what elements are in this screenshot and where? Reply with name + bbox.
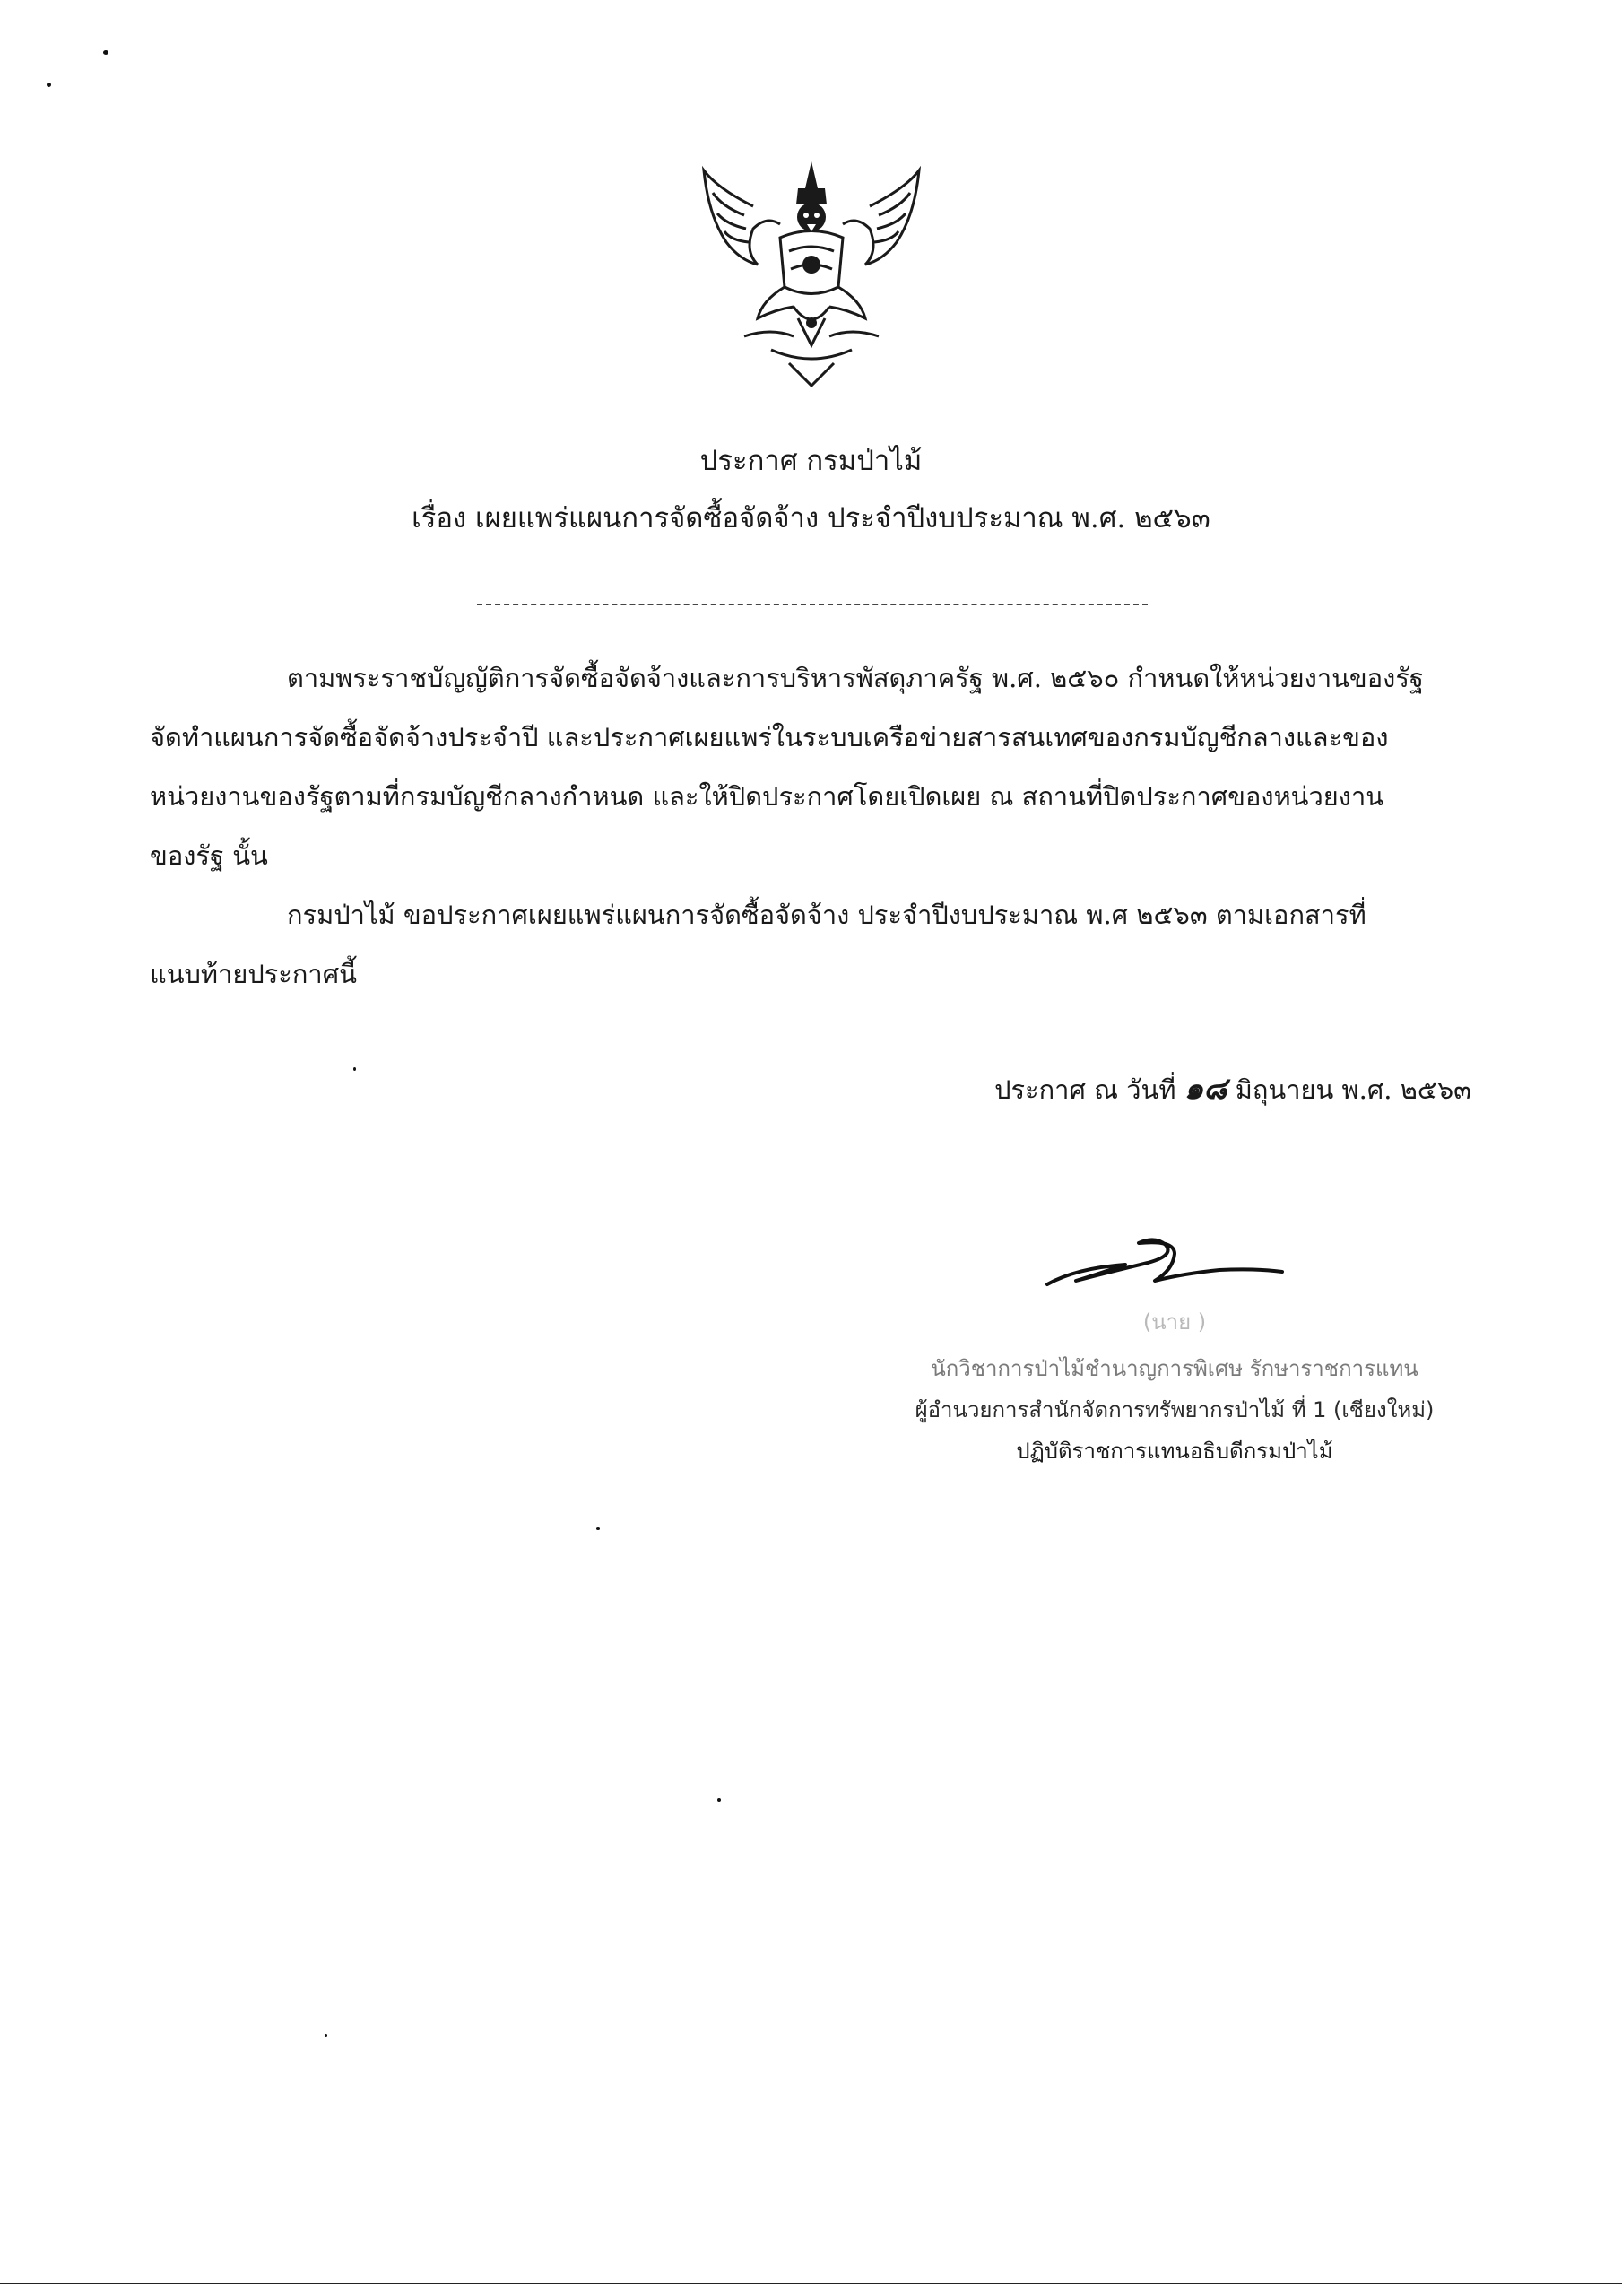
scan-speck — [103, 50, 108, 55]
scan-speck — [325, 2034, 327, 2037]
signer-position-3: ปฏิบัติราชการแทนอธิบดีกรมป่าไม้ — [1016, 1439, 1333, 1464]
scan-speck — [717, 1798, 721, 1802]
scan-speck — [596, 1527, 600, 1530]
date-suffix: มิถุนายน พ.ศ. ๒๕๖๓ — [1235, 1074, 1471, 1105]
signer-name: (นาย ) — [1142, 1309, 1207, 1335]
scan-speck — [47, 83, 51, 87]
body-paragraph-line: หน่วยงานของรัฐตามที่กรมบัญชีกลางกำหนด และให้ปิดประกาศโดยเปิดเผย ณ สถานที่ปิดประกาศของหน่วยงาน — [150, 781, 1384, 812]
body-paragraph-line: กรมป่าไม้ ขอประกาศเผยแพร่แผนการจัดซื้อจัดจ้าง ประจำปีงบประมาณ พ.ศ ๒๕๖๓ ตามเอกสารที่ — [287, 900, 1366, 930]
body-paragraph-line: จัดทำแผนการจัดซื้อจัดจ้างประจำปี และประกาศเผยแพร่ในระบบเครือข่ายสารสนเทศของกรมบัญชีกลางและของ — [150, 722, 1389, 752]
page-bottom-edge — [0, 2283, 1622, 2284]
header-divider — [477, 604, 1148, 605]
announcement-date — [994, 1071, 1471, 1108]
signer-position-2: ผู้อำนวยการสำนักจัดการทรัพยากรป่าไม้ ที่ 1 (เชียงใหม่) — [915, 1397, 1435, 1422]
body-paragraph-line: ตามพระราชบัญญัติการจัดซื้อจัดจ้างและการบริหารพัสดุภาครัฐ พ.ศ. ๒๕๖๐ กำหนดให้หน่วยงานของรัฐ — [287, 663, 1424, 693]
date-prefix: ประกาศ ณ วันที่ — [994, 1074, 1176, 1105]
garuda-emblem-icon — [690, 152, 932, 395]
signer-position-1: นักวิชาการป่าไม้ชำนาญการพิเศษ รักษาราชการแทน — [931, 1356, 1418, 1381]
scan-speck — [353, 1067, 356, 1071]
body-paragraph-line: แนบท้ายประกาศนี้ — [150, 959, 357, 989]
handwritten-signature — [1040, 1229, 1291, 1300]
date-day-handwritten: ๑๘ — [1184, 1071, 1227, 1107]
announcement-subject: เรื่อง เผยแพร่แผนการจัดซื้อจัดจ้าง ประจำปีงบประมาณ พ.ศ. ๒๕๖๓ — [412, 502, 1210, 535]
announcement-title: ประกาศ กรมป่าไม้ — [699, 445, 923, 477]
body-paragraph-line: ของรัฐ นั้น — [150, 840, 268, 871]
